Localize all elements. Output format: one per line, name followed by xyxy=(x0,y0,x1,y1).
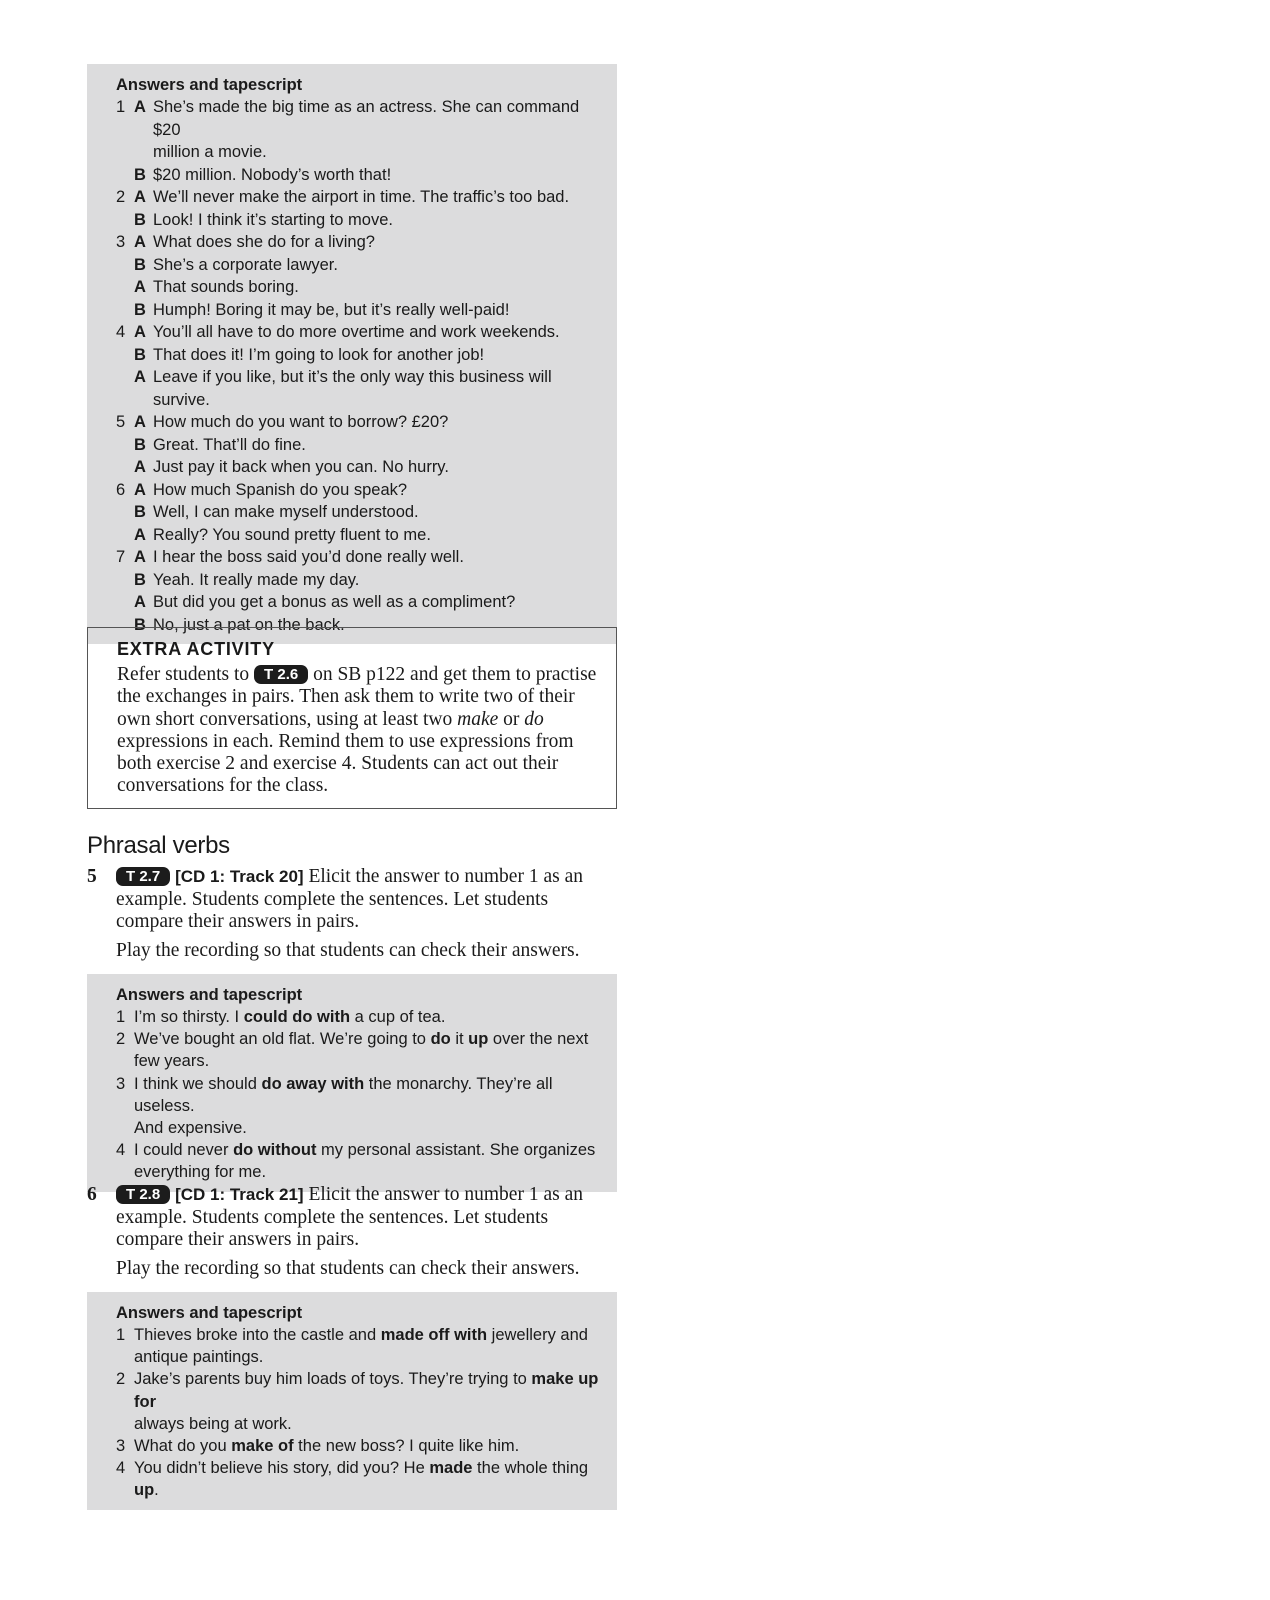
phrasal-verb: up xyxy=(134,1481,155,1500)
answer-line xyxy=(116,1006,603,1028)
line-text xyxy=(134,1028,603,1050)
answer-line xyxy=(116,1028,603,1050)
line-text: But did you get a bonus as well as a compliment? xyxy=(153,593,516,611)
speaker-label: B xyxy=(134,345,146,364)
line-number xyxy=(116,344,134,367)
speaker-label: B xyxy=(134,300,146,319)
line-text: Great. That’ll do fine. xyxy=(153,435,306,454)
track-badge: T 2.6 xyxy=(254,665,308,684)
section-title: Phrasal verbs xyxy=(87,832,230,859)
line-segment: the monarchy. They’re all useless. xyxy=(134,1074,553,1115)
speaker-label: A xyxy=(134,98,146,116)
answers-box-3 xyxy=(87,1292,617,1510)
line-text: Really? You sound pretty fluent to me. xyxy=(153,525,431,544)
answer-line xyxy=(116,546,603,569)
extra-activity-box xyxy=(87,627,617,809)
line-text: No, just a pat on the back. xyxy=(153,615,345,634)
line-number: 2 xyxy=(116,188,126,206)
answer-line xyxy=(116,1139,603,1161)
line-number: 4 xyxy=(116,323,126,341)
phrasal-verb: do xyxy=(430,1030,451,1049)
answer-line xyxy=(116,1413,603,1435)
line-number xyxy=(116,1346,134,1368)
extra-italic: do xyxy=(524,708,544,730)
speaker-label: B xyxy=(134,435,146,454)
answer-line xyxy=(116,501,603,524)
line-text: How much Spanish do you speak? xyxy=(153,480,408,499)
line-number: 3 xyxy=(116,1437,126,1456)
line-text: million a movie. xyxy=(153,143,267,161)
phrasal-verb: could do with xyxy=(243,1008,351,1026)
line-number xyxy=(116,299,134,322)
cd-track: [CD 1: Track 20] xyxy=(175,867,304,886)
answer-line xyxy=(116,164,603,187)
line-text: That does it! I’m going to look for another job! xyxy=(153,345,485,364)
line-text xyxy=(134,1457,603,1501)
answer-line xyxy=(116,254,603,277)
track-badge: T 2.7 xyxy=(116,867,170,886)
speaker-label: A xyxy=(134,480,146,499)
line-text xyxy=(134,1050,603,1072)
answer-line xyxy=(116,344,603,367)
line-text: We’ll never make the airport in time. The traffic’s too bad. xyxy=(153,188,570,206)
phrasal-verb: do without xyxy=(233,1141,317,1160)
answer-line xyxy=(116,1435,603,1457)
line-text xyxy=(134,1324,603,1346)
line-text: Humph! Boring it may be, but it’s really well-paid! xyxy=(153,300,510,319)
line-segment: I think we should xyxy=(134,1074,262,1093)
line-text: $20 million. Nobody’s worth that! xyxy=(153,165,392,184)
answer-line xyxy=(116,456,603,479)
answer-line xyxy=(116,276,603,299)
line-segment: jewellery and xyxy=(487,1326,588,1344)
line-number: 6 xyxy=(116,480,126,499)
line-segment: it xyxy=(450,1030,469,1049)
speaker-label: B xyxy=(134,570,146,589)
line-text xyxy=(134,1073,603,1117)
speaker-label: B xyxy=(134,255,146,274)
exercise-number: 5 xyxy=(87,866,97,887)
exercise-text: Elicit the answer to number 1 as an example. Students complete the sentences. Let students compare their answers in pairs. xyxy=(116,1184,583,1250)
line-text: That sounds boring. xyxy=(153,278,299,296)
line-number xyxy=(116,434,134,457)
line-number xyxy=(116,1117,134,1139)
line-number xyxy=(116,1413,134,1435)
track-badge: T 2.8 xyxy=(116,1185,170,1204)
answers-box-1 xyxy=(87,64,617,644)
line-number: 1 xyxy=(116,1326,126,1344)
cd-track: [CD 1: Track 21] xyxy=(175,1185,304,1204)
answers-lines xyxy=(116,1324,603,1502)
speaker-label: B xyxy=(134,165,146,184)
answer-line xyxy=(116,1457,603,1501)
extra-text: Refer students to xyxy=(117,664,255,685)
phrasal-verb: up xyxy=(468,1030,489,1049)
section-heading xyxy=(87,832,617,860)
line-text: Leave if you like, but it’s the only way this business will survive. xyxy=(153,368,552,409)
line-number: 4 xyxy=(116,1141,126,1160)
answer-line xyxy=(116,366,603,411)
line-segment: We’ve bought an old flat. We’re going to xyxy=(134,1030,431,1049)
answer-line xyxy=(116,1324,603,1346)
exercise-5 xyxy=(87,866,617,962)
line-text xyxy=(134,1117,603,1139)
answer-line xyxy=(116,1368,603,1412)
speaker-label: A xyxy=(134,323,146,341)
extra-text: or xyxy=(498,708,525,730)
line-segment: everything for me. xyxy=(134,1163,267,1182)
answers-title: Answers and tapescript xyxy=(116,1304,303,1322)
speaker-label: B xyxy=(134,503,146,521)
line-number xyxy=(116,1161,134,1183)
extra-italic: make xyxy=(457,708,499,730)
answer-line xyxy=(116,1073,603,1117)
line-text: Well, I can make myself understood. xyxy=(153,503,419,521)
answers-title: Answers and tapescript xyxy=(116,986,303,1004)
line-text: How much do you want to borrow? £20? xyxy=(153,413,449,431)
line-segment: over the next xyxy=(488,1030,589,1049)
answer-line xyxy=(116,411,603,434)
answer-line xyxy=(116,299,603,322)
answer-line xyxy=(116,321,603,344)
answer-line xyxy=(116,569,603,592)
line-segment: a cup of tea. xyxy=(350,1008,446,1026)
speaker-label: A xyxy=(134,188,146,206)
line-number: 1 xyxy=(116,1008,126,1026)
answer-line xyxy=(116,96,603,141)
answer-line xyxy=(116,186,603,209)
line-segment: Thieves broke into the castle and xyxy=(134,1326,381,1344)
line-number xyxy=(116,209,134,232)
answer-line xyxy=(116,209,603,232)
exercise-number: 6 xyxy=(87,1184,97,1205)
line-number xyxy=(116,366,134,411)
line-segment: What do you xyxy=(134,1437,232,1456)
line-text: Just pay it back when you can. No hurry. xyxy=(153,458,449,476)
line-segment: I’m so thirsty. I xyxy=(134,1008,244,1026)
line-number xyxy=(116,141,134,164)
line-text: Yeah. It really made my day. xyxy=(153,570,360,589)
line-number: 3 xyxy=(116,1074,126,1093)
answer-line xyxy=(116,1050,603,1072)
line-number xyxy=(116,456,134,479)
line-number xyxy=(116,524,134,547)
exercise-text: Elicit the answer to number 1 as an example. Students complete the sentences. Let students compare their answers in pairs. xyxy=(116,866,583,932)
line-number: 2 xyxy=(116,1030,126,1049)
line-number xyxy=(116,501,134,524)
phrasal-verb: make up for xyxy=(134,1370,599,1411)
phrasal-verb: do away with xyxy=(261,1074,365,1093)
speaker-label: B xyxy=(134,210,146,229)
speaker-label: A xyxy=(134,525,146,544)
speaker-label xyxy=(134,141,153,164)
line-text: She’s a corporate lawyer. xyxy=(153,255,338,274)
line-segment: few years. xyxy=(134,1052,210,1071)
line-text xyxy=(134,1161,603,1183)
answer-line xyxy=(116,591,603,614)
line-segment: the whole thing xyxy=(472,1459,589,1478)
exercise-6 xyxy=(87,1184,617,1280)
line-number xyxy=(116,1050,134,1072)
answer-line xyxy=(116,141,603,164)
line-number xyxy=(116,254,134,277)
line-text: I hear the boss said you’d done really well. xyxy=(153,548,464,566)
answers-lines xyxy=(116,96,603,636)
answers-lines xyxy=(116,1006,603,1184)
answer-line xyxy=(116,434,603,457)
line-text: You’ll all have to do more overtime and work weekends. xyxy=(153,323,560,341)
speaker-label: A xyxy=(134,548,146,566)
line-segment: my personal assistant. She organizes xyxy=(316,1141,596,1160)
line-text xyxy=(134,1346,603,1368)
speaker-label: B xyxy=(134,615,146,634)
answers-box-2 xyxy=(87,974,617,1192)
answer-line xyxy=(116,231,603,254)
speaker-label: A xyxy=(134,233,146,251)
answer-line xyxy=(116,479,603,502)
exercise-body xyxy=(116,866,617,962)
answers-title: Answers and tapescript xyxy=(116,76,303,94)
line-number: 7 xyxy=(116,548,126,566)
line-segment: always being at work. xyxy=(134,1414,292,1433)
exercise-text-2: Play the recording so that students can check their answers. xyxy=(116,939,580,961)
line-segment: And expensive. xyxy=(134,1119,247,1138)
line-text: She’s made the big time as an actress. She can command $20 xyxy=(153,98,580,139)
extra-text: on SB p122 and get them to practise the exchanges in pairs. Then ask them to write two of their own short conversations, using at least two xyxy=(117,664,597,730)
line-number: 1 xyxy=(116,98,126,116)
phrasal-verb: made off with xyxy=(380,1326,488,1344)
line-number xyxy=(116,569,134,592)
line-segment: antique paintings. xyxy=(134,1348,264,1367)
answer-line xyxy=(116,1346,603,1368)
answer-line xyxy=(116,1117,603,1139)
line-segment: . xyxy=(154,1481,159,1500)
line-number xyxy=(116,276,134,299)
line-text xyxy=(134,1435,603,1457)
line-text xyxy=(134,1139,603,1161)
extra-activity-heading: EXTRA ACTIVITY xyxy=(117,639,275,659)
line-number xyxy=(116,591,134,614)
answer-line xyxy=(116,524,603,547)
speaker-label: A xyxy=(134,368,146,386)
line-segment: You didn’t believe his story, did you? He xyxy=(134,1459,430,1478)
exercise-body xyxy=(116,1184,617,1280)
exercise-text-2: Play the recording so that students can check their answers. xyxy=(116,1257,580,1279)
line-text xyxy=(134,1006,603,1028)
phrasal-verb: made xyxy=(429,1459,473,1478)
speaker-label: A xyxy=(134,278,146,296)
speaker-label: A xyxy=(134,593,146,611)
line-number: 5 xyxy=(116,413,126,431)
line-text xyxy=(134,1413,603,1435)
line-segment: I could never xyxy=(134,1141,234,1160)
line-number: 4 xyxy=(116,1459,126,1478)
line-number xyxy=(116,164,134,187)
line-text: Look! I think it’s starting to move. xyxy=(153,210,393,229)
extra-text: expressions in each. Remind them to use expressions from both exercise 2 and exercise 4. Students can act out their conversations for the class. xyxy=(117,730,574,797)
line-number: 3 xyxy=(116,233,126,251)
answer-line xyxy=(116,1161,603,1183)
phrasal-verb: make of xyxy=(231,1437,294,1456)
line-segment: the new boss? I quite like him. xyxy=(293,1437,520,1456)
line-text: What does she do for a living? xyxy=(153,233,375,251)
speaker-label: A xyxy=(134,458,146,476)
line-segment: Jake’s parents buy him loads of toys. They’re trying to xyxy=(134,1370,532,1389)
line-text xyxy=(134,1368,603,1412)
speaker-label: A xyxy=(134,413,146,431)
extra-activity-body xyxy=(117,664,602,798)
line-number: 2 xyxy=(116,1370,126,1389)
